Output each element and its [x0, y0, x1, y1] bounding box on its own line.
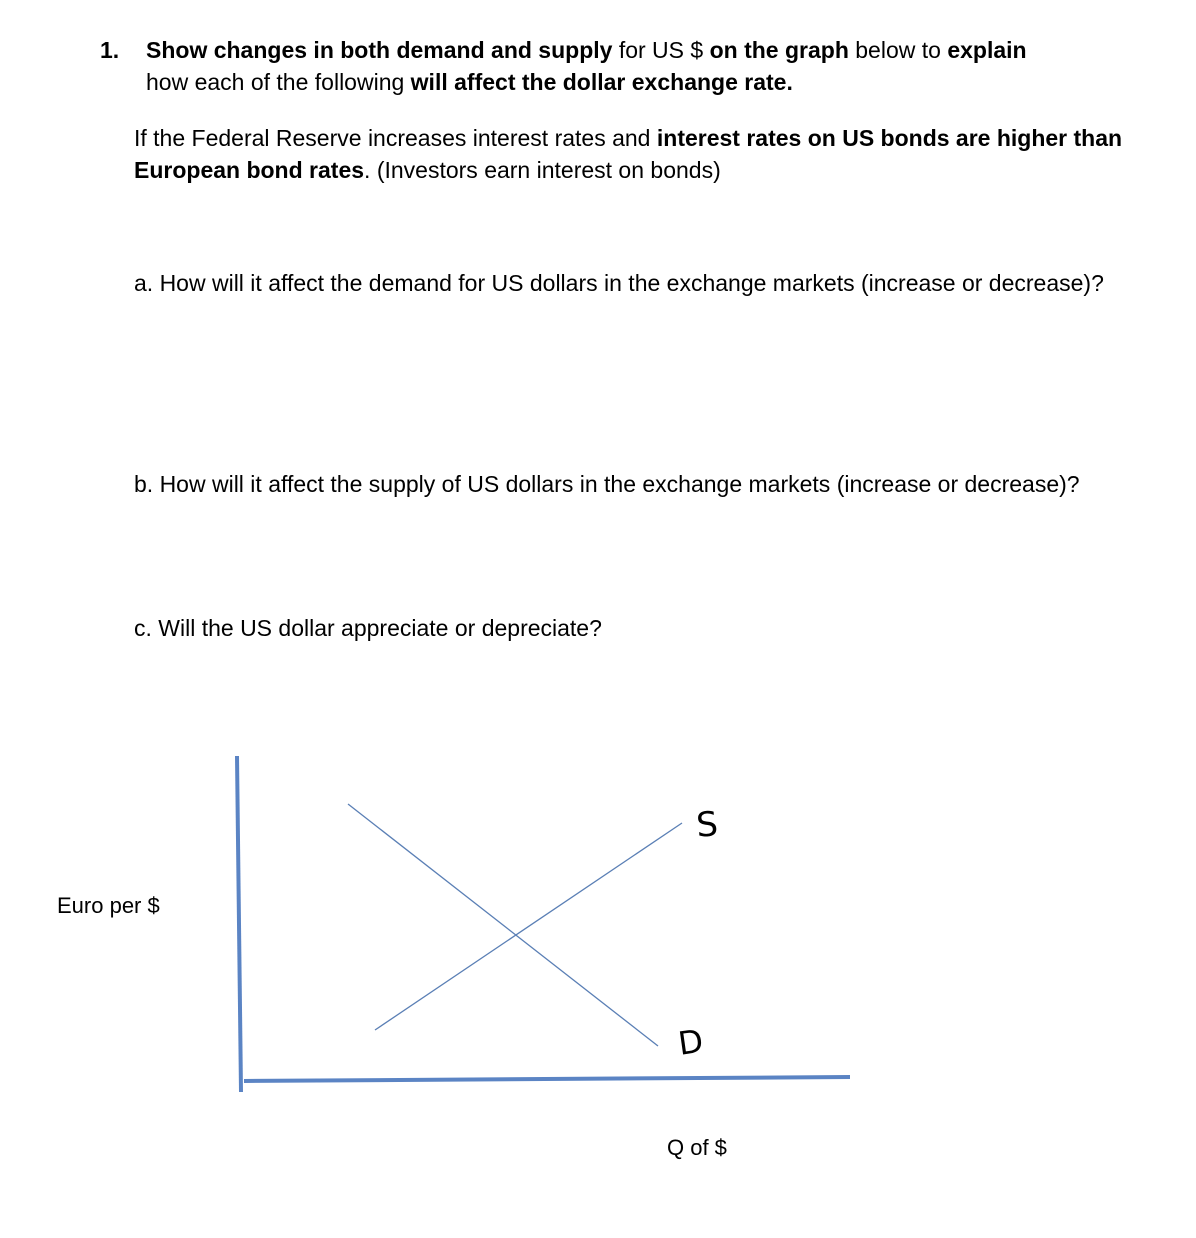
part-c-question: c. Will the US dollar appreciate or depreciate?	[134, 615, 602, 641]
question-number: 1.	[100, 37, 120, 63]
demand-curve	[348, 804, 658, 1046]
heading-bold-1: Show changes in both demand and supply	[146, 37, 613, 63]
supply-curve	[375, 823, 682, 1030]
demand-curve-label: D	[675, 1021, 706, 1063]
part-a-question: a. How will it affect the demand for US dollars in the exchange markets (increase or decrease)?	[134, 270, 1104, 296]
y-axis	[237, 756, 241, 1092]
heading-bold-3: on the graph	[709, 37, 849, 63]
part-b-question: b. How will it affect the supply of US dollars in the exchange markets (increase or decrease)?	[134, 471, 1080, 497]
y-axis-label: Euro per $	[57, 893, 160, 918]
x-axis-label: Q of $	[667, 1135, 727, 1160]
x-axis	[244, 1077, 850, 1081]
heading-bold-5: explain	[947, 37, 1027, 63]
heading-text-6: how each of the following	[146, 69, 411, 95]
scenario-part-3: . (Investors earn interest on bonds)	[364, 157, 721, 183]
heading-text-2: for US $	[612, 37, 710, 63]
heading-text-4: below to	[848, 37, 948, 63]
scenario-part-2: interest rates on US bonds are higher than European bond rates	[134, 125, 1123, 183]
heading-bold-7: will affect the dollar exchange rate.	[410, 69, 793, 95]
supply-curve-label: S	[694, 804, 720, 846]
scenario-part-1: If the Federal Reserve increases interest rates and	[134, 125, 657, 151]
